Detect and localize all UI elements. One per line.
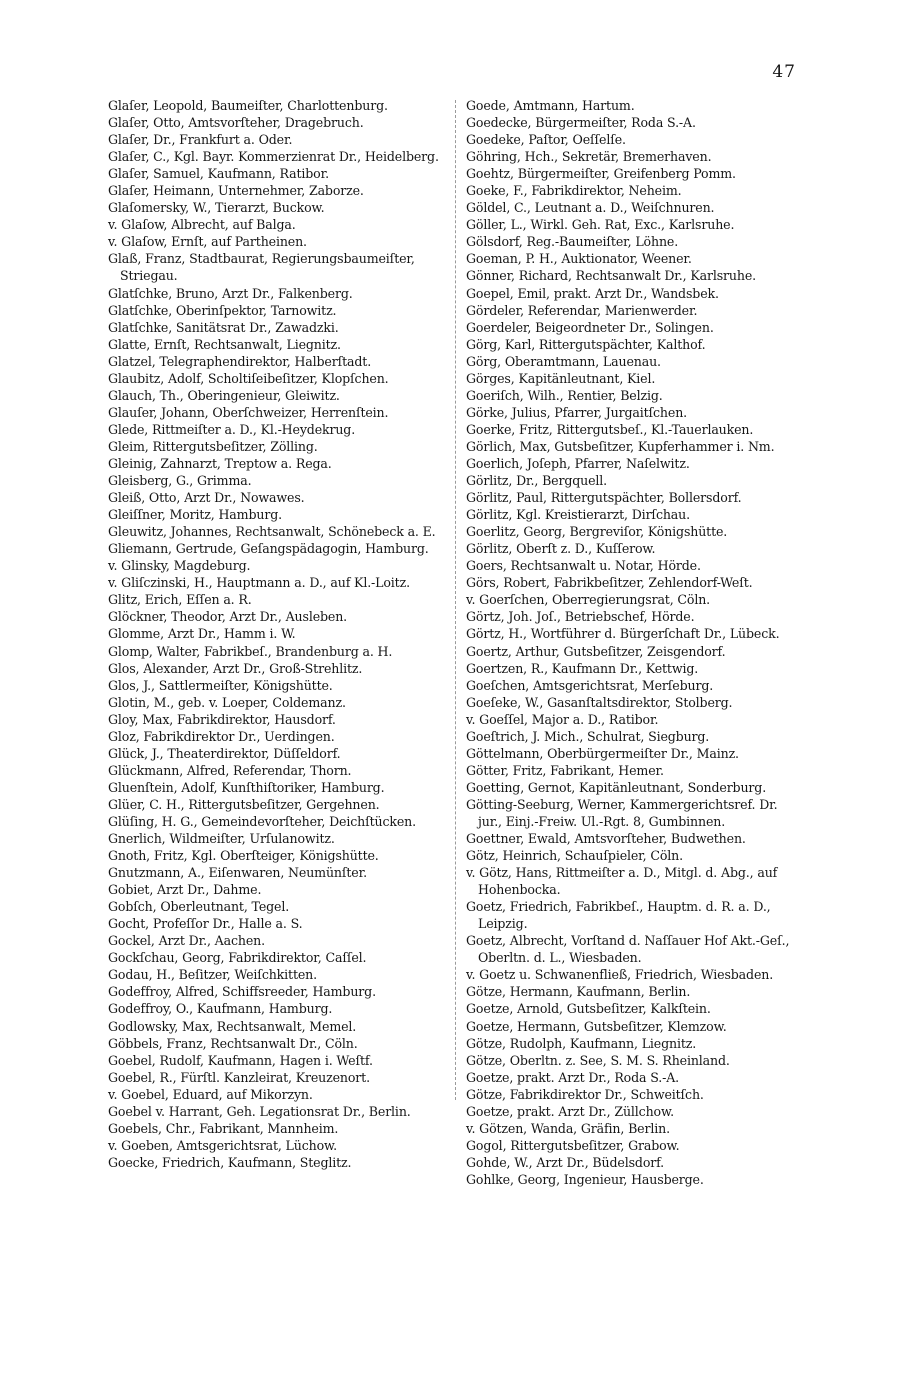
directory-entry: Görlich, Max, Gutsbeſitzer, Kupferhammer i. Nm. bbox=[466, 438, 775, 454]
directory-entry: Görke, Julius, Pfarrer, Jurgaitſchen. bbox=[466, 404, 688, 420]
directory-entry: Glatſchke, Oberinſpektor, Tarnowitz. bbox=[108, 302, 337, 318]
directory-entry: Gockſchau, Georg, Fabrikdirektor, Caſſel. bbox=[108, 950, 367, 966]
directory-entry: Glauch, Th., Oberingenieur, Gleiwitz. bbox=[108, 387, 340, 403]
column-divider bbox=[455, 100, 456, 1100]
directory-entry: Glaſomersky, W., Tierarzt, Buckow. bbox=[108, 200, 325, 216]
directory-entry: Götze, Rudolph, Kaufmann, Liegnitz. bbox=[466, 1035, 697, 1051]
directory-entry: v. Goeben, Amtsgerichtsrat, Lüchow. bbox=[108, 1137, 338, 1153]
directory-entry: Goetz, Albrecht, Vorſtand d. Naſſauer Hof Akt.-Geſ., Oberltn. d. L., Wiesbaden. bbox=[466, 933, 794, 966]
directory-entry: Goetze, prakt. Arzt Dr., Roda S.-A. bbox=[466, 1069, 680, 1085]
directory-entry: Glatſchke, Bruno, Arzt Dr., Falkenberg. bbox=[108, 285, 353, 301]
directory-entry: Gluenſtein, Adolf, Kunſthiſtoriker, Hamburg. bbox=[108, 779, 385, 795]
directory-entry: Götz, Heinrich, Schauſpieler, Cöln. bbox=[466, 848, 683, 864]
page-number: 47 bbox=[772, 62, 796, 82]
directory-entry: Gockel, Arzt Dr., Aachen. bbox=[108, 933, 265, 949]
directory-entry: Gogol, Rittergutsbeſitzer, Grabow. bbox=[466, 1137, 680, 1153]
directory-entry: Görtz, H., Wortführer d. Bürgerſchaft Dr., Lübeck. bbox=[466, 626, 780, 642]
directory-entry: Goeſtrich, J. Mich., Schulrat, Siegburg. bbox=[466, 728, 710, 744]
directory-entry: Gloy, Max, Fabrikdirektor, Hausdorf. bbox=[108, 711, 336, 727]
directory-entry: Gohlke, Georg, Ingenieur, Hausberge. bbox=[466, 1171, 704, 1187]
directory-entry: v. Götz, Hans, Rittmeiſter a. D., Mitgl. d. Abg., auf Hohenbocka. bbox=[466, 865, 782, 898]
directory-entry: Glomme, Arzt Dr., Hamm i. W. bbox=[108, 626, 296, 642]
directory-entry: Goebels, Chr., Fabrikant, Mannheim. bbox=[108, 1120, 339, 1136]
directory-entry: v. Götzen, Wanda, Gräfin, Berlin. bbox=[466, 1120, 670, 1136]
directory-entry: Görlitz, Dr., Bergquell. bbox=[466, 473, 608, 489]
directory-entry: Glüer, C. H., Rittergutsbeſitzer, Gergehnen. bbox=[108, 796, 380, 812]
directory-entry: v. Goeſſel, Major a. D., Ratibor. bbox=[466, 711, 659, 727]
directory-entry: Gnoth, Fritz, Kgl. Oberſteiger, Königshütte. bbox=[108, 848, 379, 864]
directory-entry: Gnerlich, Wildmeiſter, Urſulanowitz. bbox=[108, 831, 335, 847]
directory-entry: Glos, Alexander, Arzt Dr., Groß-Strehlitz. bbox=[108, 660, 363, 676]
directory-entry: Görlitz, Kgl. Kreistierarzt, Dirſchau. bbox=[466, 507, 690, 523]
directory-entry: Goeſeke, W., Gasanſtaltsdirektor, Stolberg. bbox=[466, 694, 733, 710]
directory-entry: Goeke, F., Fabrikdirektor, Neheim. bbox=[466, 183, 682, 199]
directory-entry: Glede, Rittmeiſter a. D., Kl.-Heydekrug. bbox=[108, 421, 356, 437]
directory-entry: v. Glinsky, Magdeburg. bbox=[108, 558, 251, 574]
directory-entry: Gönner, Richard, Rechtsanwalt Dr., Karlsruhe. bbox=[466, 268, 756, 284]
directory-entry: Glück, J., Theaterdirektor, Düſſeldorf. bbox=[108, 745, 341, 761]
directory-entry: Goebel, R., Fürſtl. Kanzleirat, Kreuzenort. bbox=[108, 1069, 370, 1085]
directory-entry: Goettner, Ewald, Amtsvorſteher, Budwethen. bbox=[466, 831, 746, 847]
directory-entry: Glos, J., Sattlermeiſter, Königshütte. bbox=[108, 677, 333, 693]
directory-entry: v. Glaſow, Albrecht, auf Balga. bbox=[108, 217, 296, 233]
directory-entry: Goetze, prakt. Arzt Dr., Züllchow. bbox=[466, 1103, 674, 1119]
directory-entry: Gohde, W., Arzt Dr., Büdelsdorf. bbox=[466, 1154, 665, 1170]
directory-entry: Gleiſſner, Moritz, Hamburg. bbox=[108, 507, 282, 523]
directory-entry: Goebel, Rudolf, Kaufmann, Hagen i. Weſtf. bbox=[108, 1052, 373, 1068]
directory-entry: Gliemann, Gertrude, Geſangspädagogin, Hamburg. bbox=[108, 541, 429, 557]
directory-entry: Gobiet, Arzt Dr., Dahme. bbox=[108, 882, 262, 898]
directory-entry: Göller, L., Wirkl. Geh. Rat, Exc., Karlsruhe. bbox=[466, 217, 735, 233]
directory-entry: Goetze, Hermann, Gutsbeſitzer, Klemzow. bbox=[466, 1018, 727, 1034]
directory-entry: Glotin, M., geb. v. Loeper, Coldemanz. bbox=[108, 694, 346, 710]
directory-entry: Glaubitz, Adolf, Scholtiſeibeſitzer, Klopſchen. bbox=[108, 370, 389, 386]
directory-entry: Goertz, Arthur, Gutsbeſitzer, Zeisgendorf. bbox=[466, 643, 726, 659]
directory-entry: Goede, Amtmann, Hartum. bbox=[466, 98, 635, 113]
directory-entry: Goetze, Arnold, Gutsbeſitzer, Kalkſtein. bbox=[466, 1001, 711, 1017]
directory-entry: Görg, Karl, Rittergutspächter, Kalthof. bbox=[466, 336, 706, 352]
directory-entry: Gölsdorf, Reg.-Baumeiſter, Löhne. bbox=[466, 234, 679, 250]
directory-entry: Göttelmann, Oberbürgermeiſter Dr., Mainz. bbox=[466, 745, 739, 761]
directory-entry: Goerlitz, Georg, Bergreviſor, Königshütte. bbox=[466, 524, 728, 540]
directory-entry: Glaſer, Heimann, Unternehmer, Zaborze. bbox=[108, 183, 364, 199]
directory-entry: Glaſer, Otto, Amtsvorſteher, Dragebruch. bbox=[108, 115, 364, 131]
directory-entry: Glauſer, Johann, Oberſchweizer, Herrenſtein. bbox=[108, 404, 389, 420]
directory-entry: Glückmann, Alfred, Referendar, Thorn. bbox=[108, 762, 352, 778]
directory-entry: v. Goetz u. Schwanenfließ, Friedrich, Wiesbaden. bbox=[466, 967, 774, 983]
directory-entry: Götter, Fritz, Fabrikant, Hemer. bbox=[466, 762, 664, 778]
directory-entry: Glaſer, Leopold, Baumeiſter, Charlottenburg. bbox=[108, 98, 388, 113]
directory-entry: Goetting, Gernot, Kapitänleutnant, Sonderburg. bbox=[466, 779, 767, 795]
directory-entry: Goerlich, Joſeph, Pfarrer, Naſelwitz. bbox=[466, 455, 690, 471]
directory-entry: Götze, Fabrikdirektor Dr., Schweitſch. bbox=[466, 1086, 704, 1102]
directory-entry: Göldel, C., Leutnant a. D., Weiſchnuren. bbox=[466, 200, 715, 216]
directory-entry: Goehtz, Bürgermeiſter, Greifenberg Pomm. bbox=[466, 166, 736, 182]
directory-entry: Glöckner, Theodor, Arzt Dr., Ausleben. bbox=[108, 609, 348, 625]
directory-entry: Goedeke, Paſtor, Oeſſelſe. bbox=[466, 132, 626, 148]
directory-entry: Goedecke, Bürgermeiſter, Roda S.-A. bbox=[466, 115, 696, 131]
directory-entry: v. Glaſow, Ernſt, auf Partheinen. bbox=[108, 234, 307, 250]
directory-entry: Glitz, Erich, Eſſen a. R. bbox=[108, 592, 252, 608]
directory-entry: Goers, Rechtsanwalt u. Notar, Hörde. bbox=[466, 558, 701, 574]
directory-entry: Gleuwitz, Johannes, Rechtsanwalt, Schönebeck a. E. bbox=[108, 524, 436, 540]
directory-entry: Görlitz, Paul, Rittergutspächter, Bollersdorf. bbox=[466, 490, 742, 506]
directory-entry: Gobſch, Oberleutnant, Tegel. bbox=[108, 899, 290, 915]
directory-entry: Godeffroy, O., Kaufmann, Hamburg. bbox=[108, 1001, 333, 1017]
directory-entry: Glüſing, H. G., Gemeindevorſteher, Deichſtücken. bbox=[108, 813, 416, 829]
directory-entry: Görg, Oberamtmann, Lauenau. bbox=[466, 353, 661, 369]
directory-entry: Godlowsky, Max, Rechtsanwalt, Memel. bbox=[108, 1018, 357, 1034]
directory-entry: Goeman, P. H., Auktionator, Weener. bbox=[466, 251, 692, 267]
directory-entry: Glatzel, Telegraphendirektor, Halberſtadt. bbox=[108, 353, 372, 369]
directory-entry: Goeriſch, Wilh., Rentier, Belzig. bbox=[466, 387, 663, 403]
directory-entry: v. Goebel, Eduard, auf Mikorzyn. bbox=[108, 1086, 313, 1102]
directory-entry: Goetz, Friedrich, Fabrikbeſ., Hauptm. d. R. a. D., Leipzig. bbox=[466, 899, 775, 932]
directory-entry: Goecke, Friedrich, Kaufmann, Steglitz. bbox=[108, 1154, 352, 1170]
directory-entry: Goerke, Fritz, Rittergutsbeſ., Kl.-Tauerlauken. bbox=[466, 421, 754, 437]
directory-entry: Görtz, Joh. Joſ., Betriebschef, Hörde. bbox=[466, 609, 695, 625]
directory-entry: Gnutzmann, A., Eiſenwaren, Neumünſter. bbox=[108, 865, 367, 881]
directory-entry: Godau, H., Beſitzer, Weiſchkitten. bbox=[108, 967, 317, 983]
directory-entry: Görs, Robert, Fabrikbeſitzer, Zehlendorf-Weſt. bbox=[466, 575, 753, 591]
directory-entry: Glaſer, Dr., Frankfurt a. Oder. bbox=[108, 132, 293, 148]
directory-entry: Gleinig, Zahnarzt, Treptow a. Rega. bbox=[108, 455, 332, 471]
directory-entry: Goerdeler, Beigeordneter Dr., Solingen. bbox=[466, 319, 714, 335]
directory-entry: Glatſchke, Sanitätsrat Dr., Zawadzki. bbox=[108, 319, 339, 335]
directory-entry: v. Goerſchen, Oberregierungsrat, Cöln. bbox=[466, 592, 711, 608]
left-column bbox=[108, 97, 448, 1171]
directory-entry: Gleim, Rittergutsbeſitzer, Zölling. bbox=[108, 438, 318, 454]
directory-entry: Glomp, Walter, Fabrikbeſ., Brandenburg a. H. bbox=[108, 643, 393, 659]
directory-entry: Glaß, Franz, Stadtbaurat, Regierungsbaumeiſter, Striegau. bbox=[108, 251, 419, 284]
directory-entry: Goertzen, R., Kaufmann Dr., Kettwig. bbox=[466, 660, 699, 676]
right-column bbox=[466, 97, 796, 1188]
directory-entry: Gördeler, Referendar, Marienwerder. bbox=[466, 302, 698, 318]
directory-entry: Gloz, Fabrikdirektor Dr., Uerdingen. bbox=[108, 728, 335, 744]
directory-entry: v. Gliſczinski, H., Hauptmann a. D., auf Kl.-Loitz. bbox=[108, 575, 410, 591]
directory-entry: Glaſer, C., Kgl. Bayr. Kommerzienrat Dr., Heidelberg. bbox=[108, 149, 439, 165]
directory-entry: Götze, Oberltn. z. See, S. M. S. Rheinland. bbox=[466, 1052, 730, 1068]
directory-entry: Götting-Seeburg, Werner, Kammergerichtsref. Dr. jur., Einj.-Freiw. Ul.-Rgt. 8, Gumbinnen. bbox=[466, 796, 782, 829]
directory-entry: Gocht, Profeſſor Dr., Halle a. S. bbox=[108, 916, 303, 932]
directory-entry: Glatte, Ernſt, Rechtsanwalt, Liegnitz. bbox=[108, 336, 341, 352]
directory-entry: Götze, Hermann, Kaufmann, Berlin. bbox=[466, 984, 691, 1000]
directory-entry: Gleiß, Otto, Arzt Dr., Nowawes. bbox=[108, 490, 305, 506]
directory-entry: Göhring, Hch., Sekretär, Bremerhaven. bbox=[466, 149, 712, 165]
directory-entry: Görlitz, Oberſt z. D., Kuſſerow. bbox=[466, 541, 656, 557]
directory-entry: Glaſer, Samuel, Kaufmann, Ratibor. bbox=[108, 166, 329, 182]
directory-entry: Görges, Kapitänleutnant, Kiel. bbox=[466, 370, 656, 386]
directory-entry: Godeffroy, Alfred, Schiffsreeder, Hamburg. bbox=[108, 984, 376, 1000]
directory-entry: Goebel v. Harrant, Geh. Legationsrat Dr., Berlin. bbox=[108, 1103, 411, 1119]
directory-entry: Göbbels, Franz, Rechtsanwalt Dr., Cöln. bbox=[108, 1035, 358, 1051]
directory-entry: Gleisberg, G., Grimma. bbox=[108, 473, 252, 489]
directory-entry: Goeſchen, Amtsgerichtsrat, Merſeburg. bbox=[466, 677, 714, 693]
directory-entry: Goepel, Emil, prakt. Arzt Dr., Wandsbek. bbox=[466, 285, 719, 301]
